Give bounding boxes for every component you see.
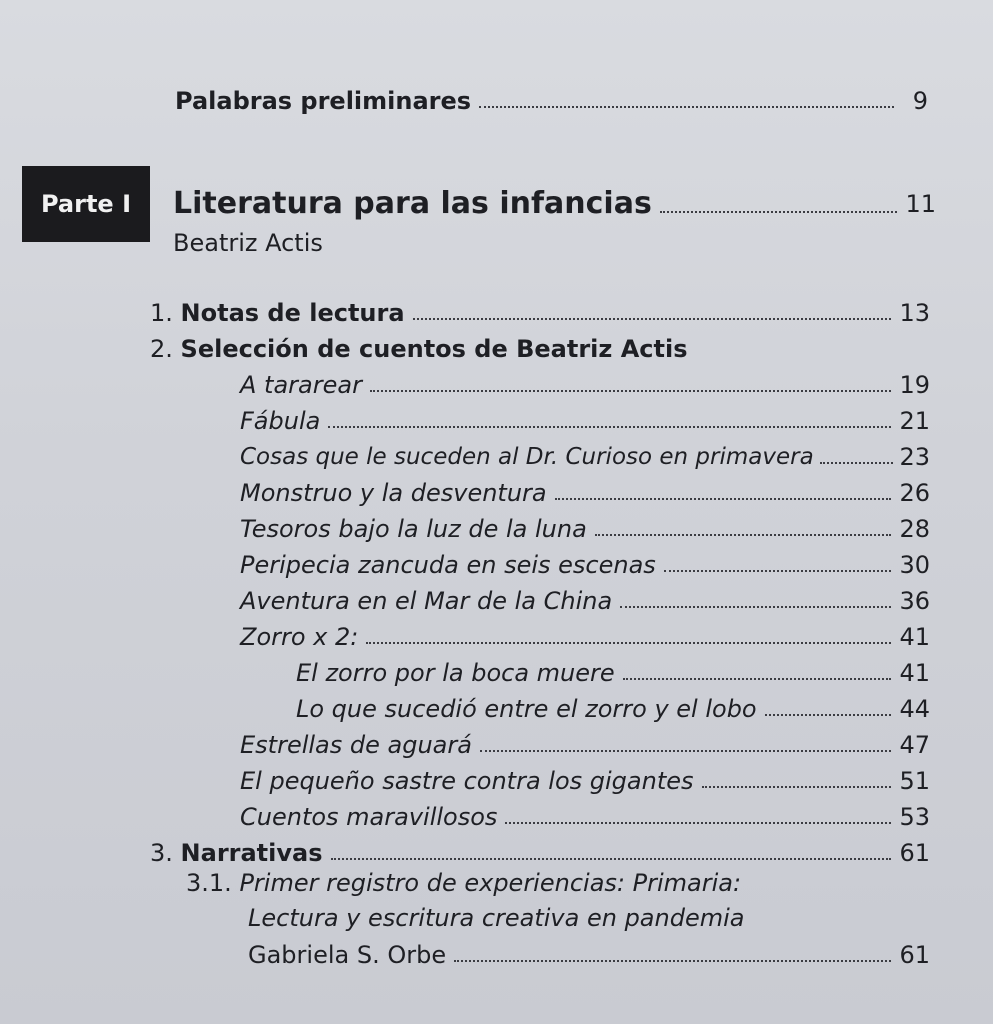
toc-entry-part-title[interactable] — [173, 183, 936, 223]
subsection-author: Gabriela S. Orbe — [248, 941, 447, 969]
dot-leader — [479, 106, 894, 108]
toc-entry-section-2[interactable] — [150, 328, 930, 364]
toc-page-number: 19 — [899, 371, 930, 399]
toc-entry-title: Cuentos maravillosos — [240, 803, 498, 831]
toc-entry-substory[interactable] — [296, 688, 930, 724]
dot-leader — [620, 606, 891, 608]
toc-entry-title: Lo que sucedió entre el zorro y el lobo — [296, 695, 757, 723]
toc-entry-story[interactable] — [240, 724, 930, 760]
toc-page-number: 23 — [899, 443, 930, 471]
toc-page-number: 44 — [899, 695, 930, 723]
part-badge: Parte I — [22, 166, 150, 242]
toc-entry-story[interactable] — [240, 760, 930, 796]
dot-leader — [454, 960, 891, 962]
dot-leader — [366, 642, 891, 644]
toc-entry-section-3[interactable] — [150, 832, 930, 868]
toc-entry-story[interactable] — [240, 544, 930, 580]
toc-page-number: 41 — [899, 659, 930, 687]
toc-entry-preliminares[interactable] — [175, 80, 928, 116]
toc-entry-title: Zorro x 2: — [240, 623, 359, 651]
toc-entry-title: Selección de cuentos de Beatriz Actis — [180, 335, 688, 363]
part-author: Beatriz Actis — [173, 229, 323, 257]
dot-leader — [765, 714, 892, 716]
toc-entry-title: Monstruo y la desventura — [240, 479, 547, 507]
toc-entry-title: El pequeño sastre contra los gigantes — [240, 767, 694, 795]
toc-entry-subsection-author[interactable] — [248, 934, 930, 970]
section-number: 1. — [150, 299, 181, 327]
toc-page-number: 61 — [899, 839, 930, 867]
toc-entry-story[interactable] — [240, 436, 930, 472]
toc-entry-substory[interactable] — [296, 652, 930, 688]
toc-entry-story[interactable] — [240, 472, 930, 508]
toc-entry-story[interactable] — [240, 796, 930, 832]
dot-leader — [480, 750, 892, 752]
toc-page-number: 28 — [899, 515, 930, 543]
toc-entry-title: Tesoros bajo la luz de la luna — [240, 515, 587, 543]
dot-leader — [505, 822, 891, 824]
dot-leader — [555, 498, 892, 500]
toc-page-number: 13 — [899, 299, 930, 327]
toc-entry-title: Notas de lectura — [180, 299, 405, 327]
dot-leader — [702, 786, 892, 788]
toc-entry-story[interactable] — [240, 580, 930, 616]
toc-page-number: 47 — [899, 731, 930, 759]
toc-entry-story[interactable] — [240, 400, 930, 436]
dot-leader — [331, 858, 892, 860]
dot-leader — [328, 426, 891, 428]
toc-page-number: 36 — [899, 587, 930, 615]
part-title: Literatura para las infancias — [173, 186, 652, 221]
toc-page-number: 61 — [899, 941, 930, 969]
toc-entry-story[interactable] — [240, 364, 930, 400]
subsection-heading-line-1[interactable] — [186, 868, 741, 898]
toc-page-number: 41 — [899, 623, 930, 651]
dot-leader — [664, 570, 892, 572]
toc-page-number: 26 — [899, 479, 930, 507]
toc-entry-title: A tararear — [240, 371, 362, 399]
toc-page-number: 11 — [905, 190, 936, 218]
dot-leader — [413, 318, 892, 320]
toc-entry-title: El zorro por la boca muere — [296, 659, 615, 687]
toc-page-number: 9 — [912, 87, 928, 115]
toc-entry-title: Aventura en el Mar de la China — [240, 587, 613, 615]
toc-entry-title: Narrativas — [180, 839, 323, 867]
toc-entry-title: Peripecia zancuda en seis escenas — [240, 551, 656, 579]
toc-page-number: 51 — [899, 767, 930, 795]
subsection-title-line-1: Primer registro de experiencias: Primaria: — [239, 869, 742, 897]
section-number: 2. — [150, 335, 181, 363]
toc-entry-story[interactable] — [240, 616, 930, 652]
toc-page-number: 21 — [899, 407, 930, 435]
dot-leader — [820, 462, 894, 464]
dot-leader — [370, 390, 892, 392]
toc-entry-title: Estrellas de aguará — [240, 731, 472, 759]
toc-entry-title: Palabras preliminares — [175, 87, 472, 115]
toc-entry-story[interactable] — [240, 508, 930, 544]
section-number: 3. — [150, 839, 181, 867]
toc-entry-section-1[interactable] — [150, 292, 930, 328]
subsection-number: 3.1. — [186, 869, 240, 897]
toc-entry-title: Cosas que le suceden al Dr. Curioso en primavera — [240, 444, 814, 470]
toc-page-number: 30 — [899, 551, 930, 579]
toc-page-number: 53 — [899, 803, 930, 831]
dot-leader — [660, 211, 898, 213]
subsection-title-line-2: Lectura y escritura creativa en pandemia — [248, 904, 745, 932]
toc-entry-title: Fábula — [240, 407, 321, 435]
dot-leader — [595, 534, 892, 536]
dot-leader — [623, 678, 892, 680]
